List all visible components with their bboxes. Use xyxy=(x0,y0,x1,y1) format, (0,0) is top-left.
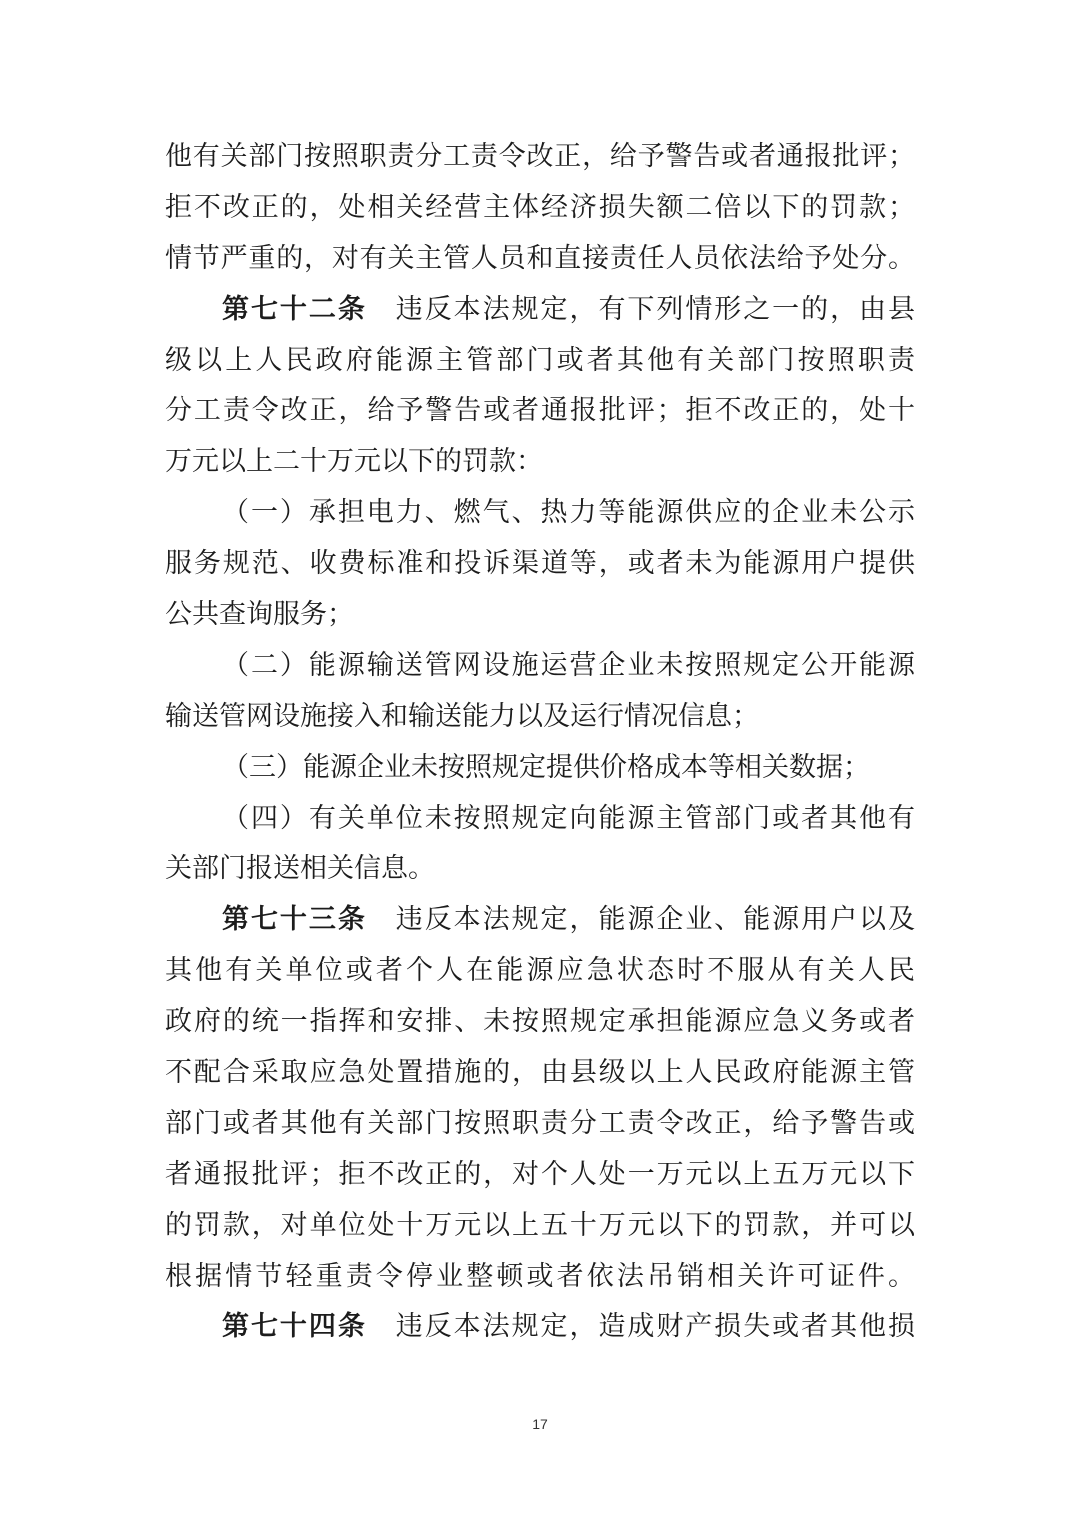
list-item-1 xyxy=(165,488,915,641)
text-line: （三）能源企业未按照规定提供价格成本等相关数据； xyxy=(222,751,870,783)
article-number: 第七十三条 xyxy=(222,904,367,936)
list-item-4 xyxy=(165,794,915,896)
text-line: （一）承担电力、燃气、热力等能源供应的企业未公示 xyxy=(222,497,915,529)
document-body xyxy=(165,132,915,1353)
article-number: 第七十四条 xyxy=(222,1311,367,1343)
text-line: 政府的统一指挥和安排、未按照规定承担能源应急义务或者 xyxy=(165,1006,915,1038)
paragraph-continuation xyxy=(165,132,915,285)
text-line: 拒不改正的，处相关经营主体经济损失额二倍以下的罚款； xyxy=(165,191,915,223)
text-line: 他有关部门按照职责分工责令改正，给予警告或者通报批评； xyxy=(165,141,915,172)
list-item-2 xyxy=(165,641,915,743)
text-line: 万元以上二十万元以下的罚款： xyxy=(165,446,543,478)
article-text: 违反本法规定，有下列情形之一的，由县 xyxy=(393,293,916,325)
article-73 xyxy=(165,895,915,1302)
text-line xyxy=(165,895,915,946)
text-line: 者通报批评；拒不改正的，对个人处一万元以上五万元以下 xyxy=(165,1158,915,1190)
text-line: 公共查询服务； xyxy=(165,599,354,631)
text-line: 部门或者其他有关部门按照职责分工责令改正，给予警告或 xyxy=(165,1107,915,1139)
article-number: 第七十二条 xyxy=(222,293,367,325)
text-line: 根据情节轻重责令停业整顿或者依法吊销相关许可证件。 xyxy=(165,1260,915,1292)
text-line: 关部门报送相关信息。 xyxy=(165,853,435,885)
text-line: 级以上人民政府能源主管部门或者其他有关部门按照职责 xyxy=(165,344,915,376)
text-line: 情节严重的，对有关主管人员和直接责任人员依法给予处分。 xyxy=(165,242,915,274)
text-line: 的罚款，对单位处十万元以上五十万元以下的罚款，并可以 xyxy=(165,1209,915,1241)
text-line: 不配合采取应急处置措施的，由县级以上人民政府能源主管 xyxy=(165,1057,915,1089)
text-line: （二）能源输送管网设施运营企业未按照规定公开能源 xyxy=(222,649,915,681)
article-74 xyxy=(165,1302,915,1353)
text-line xyxy=(165,1302,915,1353)
text-line: 服务规范、收费标准和投诉渠道等，或者未为能源用户提供 xyxy=(165,548,915,580)
text-line: 输送管网设施接入和输送能力以及运行情况信息； xyxy=(165,700,759,732)
text-line: 其他有关单位或者个人在能源应急状态时不服从有关人民 xyxy=(165,955,915,987)
text-line xyxy=(165,285,915,336)
article-text: 违反本法规定，造成财产损失或者其他损 xyxy=(393,1311,916,1343)
list-item-3 xyxy=(165,743,915,794)
text-line: 分工责令改正，给予警告或者通报批评；拒不改正的，处十 xyxy=(165,395,915,427)
text-line: （四）有关单位未按照规定向能源主管部门或者其他有 xyxy=(222,802,915,834)
article-text: 违反本法规定，能源企业、能源用户以及 xyxy=(393,904,916,936)
article-72 xyxy=(165,285,915,489)
page-number: 17 xyxy=(532,1416,548,1432)
